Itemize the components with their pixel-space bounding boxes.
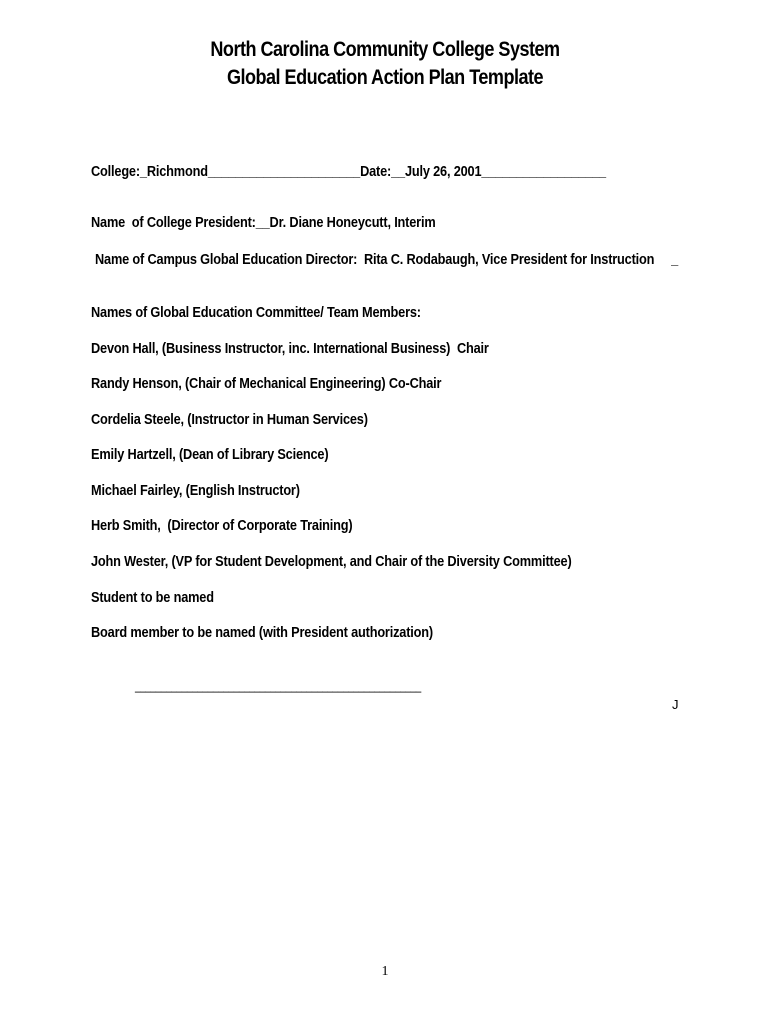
signature-rule: _______________________________________________________ bbox=[135, 678, 422, 693]
college-president-line: Name of College President:__Dr. Diane Honeycutt, Interim bbox=[91, 215, 436, 231]
committee-member: Emily Hartzell, (Dean of Library Science) bbox=[91, 447, 329, 463]
committee-heading: Names of Global Education Committee/ Team Members: bbox=[91, 305, 421, 321]
committee-member: Cordelia Steele, (Instructor in Human Services) bbox=[91, 412, 368, 428]
committee-member: Board member to be named (with President authorization) bbox=[91, 625, 433, 641]
global-education-director-line: Name of Campus Global Education Director: Rita C. Rodabaugh, Vice President for Instruction _ bbox=[95, 252, 679, 268]
committee-member: Herb Smith, (Director of Corporate Training) bbox=[91, 518, 353, 534]
committee-member: Devon Hall, (Business Instructor, inc. International Business) Chair bbox=[91, 341, 489, 357]
page-number: 1 bbox=[381, 964, 389, 979]
committee-member: John Wester, (VP for Student Development, and Chair of the Diversity Committee) bbox=[91, 554, 572, 570]
document-title-line-2: Global Education Action Plan Template bbox=[226, 66, 544, 89]
document-title-line-1: North Carolina Community College System bbox=[210, 38, 560, 61]
committee-member: Student to be named bbox=[91, 590, 214, 606]
stray-mark: J bbox=[672, 697, 679, 712]
committee-member: Michael Fairley, (English Instructor) bbox=[91, 483, 300, 499]
college-date-line: College:_Richmond______________________Date:__July 26, 2001__________________ bbox=[91, 164, 606, 180]
committee-member: Randy Henson, (Chair of Mechanical Engineering) Co-Chair bbox=[91, 376, 442, 392]
